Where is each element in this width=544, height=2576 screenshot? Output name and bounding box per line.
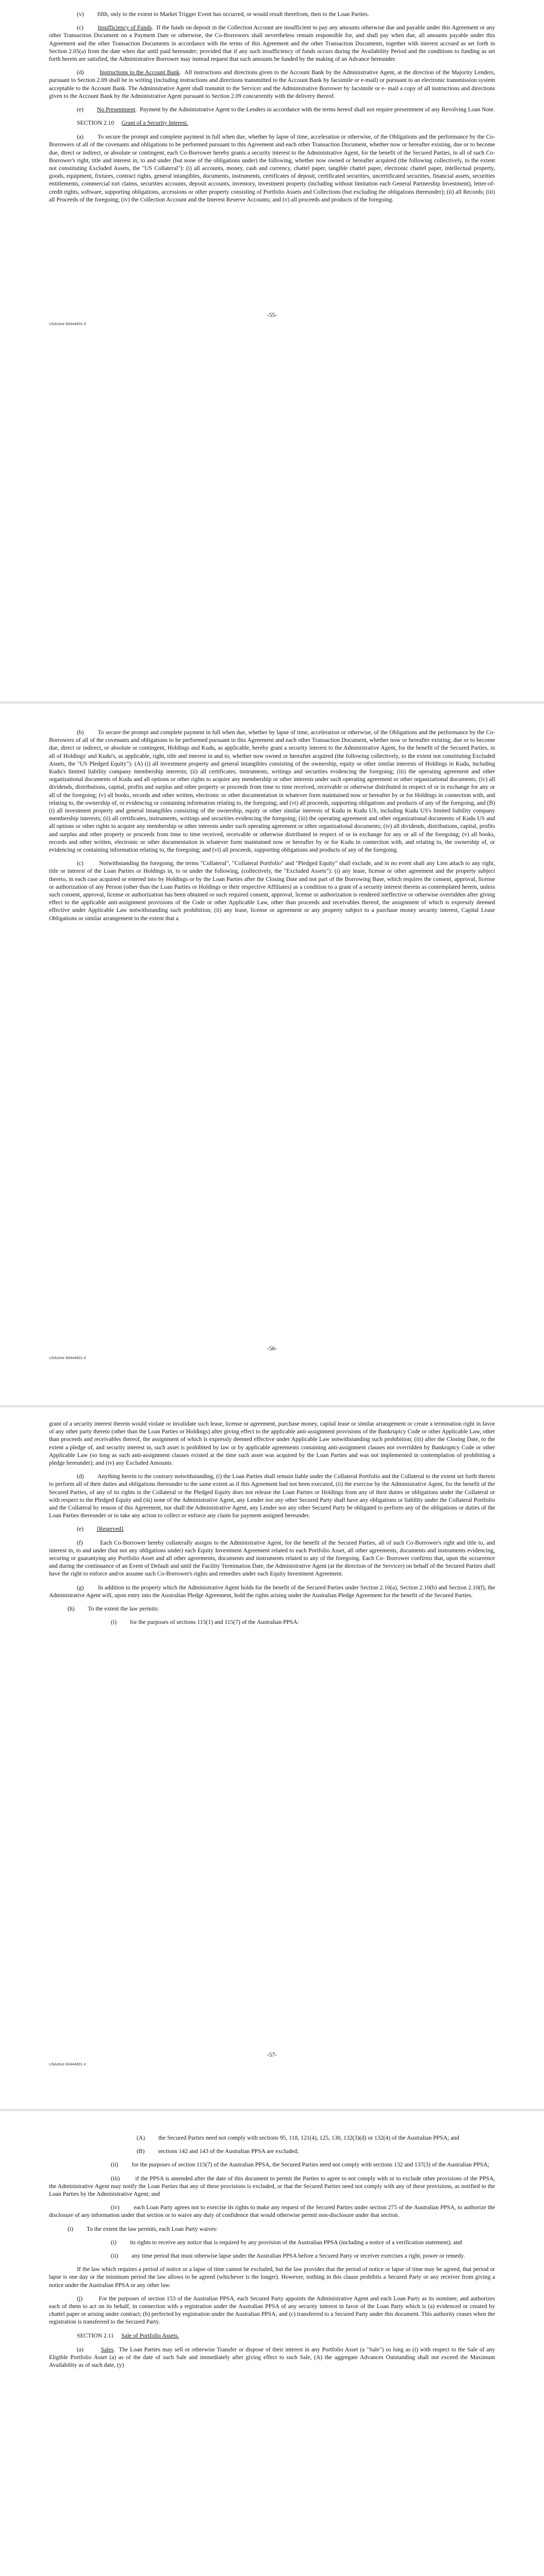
clause-text: If the funds on deposit in the Collection Account are insufficient to pay any amounts otherwise due and payable under this Agreement or any other Transaction Document on a Payment Date or otherwise, the Co-Borrowers shall nevertheless remain responsible for, and shall pay when due, all amounts payable under this Agreement and the other Transaction Documents in accordance with the terms of this Agreement and the other Transaction Documents, together with interest accrued as set forth in Section 2.05(a) from the date when due until paid hereunder; provided that if any such insufficiency of funds occurs during the Availability Period and the conditions to funding as set forth herein are satisfied, the Administrative Borrower may instead request that such amounts be funded by the making of an Advance hereunder. bbox=[49, 24, 495, 63]
no-presentment-paragraph: (e) No Presentment. Payment by the Administrative Agent to the Lenders in accordance with the terms hereof shall not require presentment of any Revolving Loan Note. bbox=[77, 106, 495, 113]
clause-text: All instructions and directions given to the Account Bank by the Administrative Agent, at the direction of the Majority Lenders, pursuant to Section 2.09 shall be in writing (including instructions and directions transmitted to the Account Bank by facsimile or e-mail) or pursuant to an electronic transmission system acceptable to the Account Bank. The Administrative Agent shall transmit to the Servicer and the Administrative Borrower by facsimile or e- mail a copy of all instructions and directions given to the Account Bank by the Administrative Agent pursuant to Section 2.09 concurrently with the delivery thereof. bbox=[49, 69, 495, 99]
clause-title: Instructions to the Account Bank bbox=[100, 69, 180, 76]
clause-text: for the purposes of sections 115(1) and 115(7) of the Australian PPSA: bbox=[130, 1619, 299, 1626]
clause-label: (a) bbox=[77, 2346, 84, 2353]
clause-label: (a) bbox=[77, 133, 84, 141]
page-56 bbox=[0, 704, 544, 1405]
clause-text: grant of a security interest therein would violate or invalidate such lease, license or agreement, purchase money, capital lease or similar arrangement or create a termination right in favor of any other party thereto (other than the Loan Parties or Holdings) after giving effect to the applicable anti-assignment provisions of the Bankruptcy Code or other Applicable Law, other than proceeds and receivables thereof, the assignment of which is expressly deemed effective under Applicable Law notwithstanding such prohibition; (iii) after the Closing Date, to the extent a pledge of, and security interest in, such asset is prohibited by law or by applicable agreements containing anti-assignment clauses not overridden by Bankruptcy Code or other Applicable Law (so long as such anti-assignment clauses existed at the time such asset was acquired by the Loan Parties and was not implemented in contemplation of prohibiting a pledge hereunder); and (iv) any Excluded Amounts. bbox=[49, 1420, 495, 1467]
clause-label: (ii) bbox=[111, 2161, 119, 2168]
clause-text: fifth, only to the extent to Market Trigger Event has occurred, or would result therefrom, then to the Loan Parties. bbox=[97, 11, 369, 18]
australian-pledge-paragraph bbox=[49, 1584, 495, 1599]
ppsa-115-paragraph bbox=[49, 1618, 495, 1626]
section-title: Grant of a Security Interest. bbox=[121, 120, 188, 127]
section-number: SECTION 2.10 bbox=[77, 120, 114, 127]
clause-text: Each Co-Borrower hereby collaterally assigns to the Administrative Agent, for the benefit of the Secured Parties, all of such Co-Borrower's right and title to, and interest in, to and under (but not any obligations under) each Equity Investment Agreement related to each Portfolio Asset, all other agreements, documents and instruments evidencing, securing or guarantying any Portfolio Asset and all other agreements, documents and instruments related to any of the foregoing. Each Co- Borrower confirms that, upon the occurrence and during the continuance of an Event of Default and until the Facility Termination Date, the Administrative Agent (at the direction of the Servicer) on behalf of the Secured Parties shall have the right to enforce and/or assume such Co-Borrower's rights and remedies under each Equity Investment Agreement. bbox=[49, 1539, 495, 1578]
clause-text: if the PPSA is amended after the date of this document to permit the Parties to agree to not comply with or to exclude other provisions of the PPSA, the Administrative Agent may notify the Loan Parties that any of these provisions is excluded, or that the Secured Parties need not comply with any of these provisions, as notified to the Loan Parties by the Administrative Agent; and bbox=[49, 2175, 495, 2198]
clause-label: (iv) bbox=[111, 2204, 120, 2211]
clause-label: (e) bbox=[77, 106, 84, 113]
waiver-ii-paragraph bbox=[49, 2252, 495, 2260]
ppsa-iii-paragraph bbox=[49, 2175, 495, 2198]
grant-security-interest-a-paragraph bbox=[49, 133, 495, 204]
clause-label: (c) bbox=[77, 860, 84, 867]
clause-text: To the extent the law permits, each Loan Party waives: bbox=[86, 2225, 218, 2232]
page-55 bbox=[0, 0, 544, 701]
clause-label: (e) bbox=[77, 1526, 84, 1533]
instructions-account-bank-paragraph: (d) Instructions to the Account Bank. All instructions and directions given to the Account Bank by the Administrative Agent, at the direction of the Majority Lenders, pursuant to Section 2.09 shall be in writing (including instructions and directions transmitted to the Account Bank by facsimile or e-mail) or pursuant to an electronic transmission system acceptable to the Account Bank. The Administrative Agent shall transmit to the Servicer and the Administrative Borrower by facsimile or e- mail a copy of all instructions and directions given to the Account Bank by the Administrative Agent pursuant to Section 2.09 concurrently with the delivery thereof. bbox=[49, 69, 495, 99]
clause-text: Notwithstanding the foregoing, the terms "Collateral", "Collateral Portfolio" and "Pledged Equity" shall exclude, and in no event shall any Lien attach to any right, title or interest of the Loan Parties or Holdings in, to or under the following, (collectively, the "Excluded Assets"): (i) any lease, license or other agreement and the property subject thereto, in each case acquired or entered into by Holdings or by the Loan Parties after the Closing Date and not part of the Borrowing Base, which requires the consent, approval, license or authorization of any Person (other than the Loan Parties or Holdings or their respective Affiliates) as a condition to a grant of a security interest therein as contemplated herein, unless such consent, approval, license or authorization has been obtained or such required consent, approval, license or authorization is rendered ineffective or otherwise overridden after giving effect to the applicable anti-assignment provisions of the Code or other Applicable Law, other than proceeds and receivables thereof, the assignment of which is expressly deemed effective under Applicable Law notwithstanding such prohibition; (ii) any lease, license or agreement or any property subject to a purchase money security interest, Capital Lease Obligations or similar arrangement to the extent that a bbox=[49, 860, 496, 922]
clause-text: To secure the prompt and complete payment in full when due, whether by lapse of time, acceleration or otherwise, of the Obligations and the performance by the Co-Borrowers of all of the covenants and obligations to be performed pursuant to this Agreement and each other Transaction Document, whether now or hereafter existing, due or to become due, direct or indirect, or absolute or contingent, Holdings and Kudu, as applicable, hereby grant a security interest to the Administrative Agent, for the benefit of the Secured Parties, in all of Holdings' and Kudu's, as applicable, right, title and interest in and to, whether now owned or hereafter acquired (the following collectively, to the extent not constituting Excluded Assets, the "US Pledged Equity"): (A) (i) all investment property and general intangibles consisting of the ownership, equity or other similar interests of Holdings in Kudu, including Kudu's limited liability company membership interests; (ii) all certificates, instruments, writings and securities evidencing the foregoing; (iii) the operating agreement and other organizational documents of Kudu and all options or other rights to acquire any membership or other interests under such operating agreement or other organizational documents; (iv) all dividends, distributions, capital, profits and surplus and other property or proceeds from time to time received, receivable or otherwise distributed in respect of or in exchange for any or all of the foregoing; (v) all books, records and other written, electronic or other documentation in whatever form maintained now or hereafter by or for Holdings in connection with, and relating to, the ownership of, or evidencing or containing information relating to, the foregoing; and (vi) all proceeds, supporting obligations and products of any of the foregoing, and (B) (i) all investment property and general intangibles consisting of the ownership, equity or other similar interests of Kudu in Kudu US, including Kudu US's limited liability company membership interests; (ii) all certificates, instruments, writings and securities evidencing the foregoing; (iii) the operating agreement and other organizational documents of Kudu US and all options or other rights to acquire any membership or other interests under such operating agreement or other organizational documents; (iv) all dividends, distributions, capital, profits and surplus and other property or proceeds from time to time received, receivable or otherwise distributed in respect of or in exchange for any or all of the foregoing; (v) all books, records and other written, electronic or other documentation in whatever form maintained now or hereafter by or for Kudu in connection with, and relating to, the ownership of, or evidencing or containing information relating to, the foregoing; and (vi) all proceeds, supporting obligations and products of any of the foregoing. bbox=[49, 729, 495, 854]
page-number: -57- bbox=[267, 2052, 277, 2058]
clause-title: Insufficiency of Funds bbox=[97, 24, 152, 31]
clause-title: [Reserved] bbox=[96, 1526, 123, 1533]
section-title: Sale of Portfolio Assets. bbox=[121, 2332, 179, 2339]
clause-label: (ii) bbox=[111, 2252, 119, 2260]
sales-paragraph: (a) Sales. The Loan Parties may sell or otherwise Transfer or dispose of their interest in any Portfolio Asset (a "Sale") so long as (i) with respect to the Sale of any Eligible Portfolio Asset (a) as of the date of such Sale and immediately after giving effect to such Sale, (A) the aggregate Advances Outstanding shall not exceed the Maximum Availability as of such date, (y) bbox=[49, 2346, 495, 2369]
clause-text: In addition to the property which the Administrative Agent holds for the benefit of the Secured Parties under Section 2.10(a), Section 2.10(b) and Section 2.10(f), the Administrative Agent will, upon entry into the Australian Pledge Agreement, hold the rights arising under the Australian Pledge Agreement for the benefit of the Secured Parties. bbox=[49, 1584, 495, 1599]
clause-text: sections 142 and 143 of the Australian PPSA are excluded; bbox=[158, 2148, 299, 2155]
clause-text: any time period that must otherwise lapse under the Australian PPSA before a Secured Party or receiver exercises a right, power or remedy. bbox=[131, 2252, 465, 2260]
page-57 bbox=[0, 1408, 544, 2109]
clause-text: its rights to receive any notice that is required by any provision of the Australian PPSA (including a notice of a verification statement); and bbox=[130, 2239, 462, 2246]
clause-label: (h) bbox=[68, 1605, 75, 1613]
clause-b-ppsa-paragraph bbox=[49, 2147, 495, 2155]
clause-label: (v) bbox=[77, 11, 84, 18]
nominee-paragraph bbox=[49, 2295, 495, 2326]
clause-label: (f) bbox=[77, 1539, 83, 1546]
section-number: SECTION 2.11 bbox=[77, 2332, 114, 2339]
clause-label: (d) bbox=[77, 1473, 84, 1480]
insufficiency-of-funds-paragraph: (c) Insufficiency of Funds. If the funds on deposit in the Collection Account are insufficient to pay any amounts otherwise due and payable under this Agreement or any other Transaction Document on a Payment Date or otherwise, the Co-Borrowers shall nevertheless remain responsible for, and shall pay when due, all amounts payable under this Agreement and the other Transaction Documents in accordance with the terms of this Agreement and the other Transaction Documents, together with interest accrued as set forth in Section 2.05(a) from the date when due until paid hereunder; provided that if any such insufficiency of funds occurs during the Availability Period and the conditions to funding as set forth herein are satisfied, the Administrative Borrower may instead request that such amounts be funded by the making of an Advance hereunder. bbox=[49, 24, 495, 63]
clause-title: Sales bbox=[101, 2346, 114, 2353]
clause-label: (i) bbox=[111, 1619, 117, 1626]
clause-text: Payment by the Administrative Agent to the Lenders in accordance with the terms hereof shall not require presentment of any Revolving Loan Note. bbox=[140, 106, 495, 113]
clause-label: (d) bbox=[77, 69, 84, 76]
clause-title: No Presentment bbox=[96, 106, 136, 113]
reserved-paragraph: (e) [Reserved]. bbox=[77, 1526, 125, 1533]
clause-label: (B) bbox=[137, 2148, 145, 2155]
loan-parties-liability-paragraph bbox=[49, 1472, 495, 1519]
page-58 bbox=[0, 2111, 544, 2576]
clause-label: (A) bbox=[137, 2134, 145, 2141]
clause-label: (g) bbox=[77, 1584, 84, 1591]
footer-code: USActive 60444801.4 bbox=[49, 1355, 86, 1360]
clause-text: The Loan Parties may sell or otherwise Transfer or dispose of their interest in any Portfolio Asset (a "Sale") so long as (i) with respect to the Sale of any Eligible Portfolio Asset (a) as of the date of such Sale and immediately after giving effect to such Sale, (A) the aggregate Advances Outstanding shall not exceed the Maximum Availability as of such date, (y) bbox=[49, 2346, 495, 2369]
waiver-intro-paragraph bbox=[49, 2225, 495, 2233]
footer-code: USActive 60444801.4 bbox=[49, 2062, 86, 2066]
clause-text: each Loan Party agrees not to exercise its rights to make any request of the Secured Parties under section 275 of the Australian PPSA, to authorize the disclosure of any information under that section or to waive any duty of confidence that would otherwise permit non-disclosure under that section. bbox=[49, 2204, 495, 2219]
page-number: -55- bbox=[267, 312, 277, 318]
clause-label: (iii) bbox=[111, 2175, 120, 2182]
page-number: -56- bbox=[267, 1345, 277, 1352]
clause-label: (i) bbox=[111, 2239, 117, 2246]
clause-a-ppsa-paragraph bbox=[49, 2134, 495, 2142]
collateral-assignment-paragraph bbox=[49, 1539, 495, 1578]
clause-text: For the purposes of section 153 of the Australian PPSA, each Secured Party appoints the Administrative Agent and each Loan Party as its nominee, and authorizes each of them to act on its behalf, in connection with a registration under the Australian PPSA of any security interest in favor of the Loan Party which is (a) evidenced or created by chattel paper or arising under contract; (b) perfected by registration under the Australian PPSA; and (c) transferred to a Secured Party under this document. This authority ceases when the registration is transferred to the Secured Party. bbox=[49, 2295, 495, 2326]
law-permits-paragraph bbox=[49, 1605, 495, 1613]
clause-v-paragraph bbox=[49, 10, 495, 18]
notice-period-paragraph bbox=[49, 2265, 495, 2289]
section-2-10-heading bbox=[49, 119, 495, 127]
clause-text: for the purposes of section 115(7) of the Australian PPSA, the Secured Parties need not comply with sections 132 and 137(3) of the Australian PPSA; bbox=[131, 2161, 489, 2168]
ppsa-ii-paragraph bbox=[49, 2161, 495, 2168]
clause-label: (j) bbox=[77, 2295, 83, 2302]
ppsa-iv-paragraph bbox=[49, 2204, 495, 2219]
clause-text: To the extent the law permits: bbox=[88, 1605, 159, 1613]
grant-security-interest-b-paragraph bbox=[49, 728, 495, 854]
clause-text: If the law which requires a period of notice or a lapse of time cannot be excluded, but the law provides that the period of notice or lapse of time may be agreed, that period or lapse is one day or the minimum period the law allows to be agreed (whichever is the longer). However, nothing in this clause prohibits a Secured Party or any receiver from giving a notice under the Australian PPSA or any other law. bbox=[49, 2266, 495, 2289]
excluded-assets-paragraph bbox=[49, 859, 495, 922]
clause-label: (b) bbox=[77, 729, 84, 736]
continuation-paragraph bbox=[49, 1420, 495, 1467]
clause-label: (i) bbox=[68, 2225, 73, 2232]
clause-label: (c) bbox=[77, 24, 84, 31]
clause-text: Anything herein to the contrary notwithstanding, (i) the Loan Parties shall remain liable under the Collateral Portfolio and the Collateral to the extent set forth therein to perform all of their duties and obligations thereunder to the same extent as if this Agreement had not been executed, (ii) the exercise by the Administrative Agent, for the benefit of the Secured Parties, of any of its rights in the Collateral or the Pledged Equity does not release the Loan Parties or Holdings from any of their duties or obligations under the Collateral or with respect to the Pledged Equity and (iii) none of the Administrative Agent, any Lender nor any other Secured Party shall have any obligations or liability under the Collateral Portfolio and the Collateral by reason of this Agreement, nor shall the Administrative Agent, any Lender nor any other Secured Party be obligated to perform any of the obligations or duties of the Loan Parties thereunder or to take any action to collect or enforce any claim for payment assigned hereunder. bbox=[49, 1473, 495, 1519]
section-2-11-heading bbox=[49, 2332, 495, 2340]
clause-text: the Secured Parties need not comply with sections 95, 118, 121(4), 125, 130, 132(3)(d) or 132(4) of the Australian PPSA; and bbox=[158, 2134, 459, 2141]
clause-text: To secure the prompt and complete payment in full when due, whether by lapse of time, acceleration or otherwise, of the Obligations and the performance by the Co-Borrowers of all of the covenants and obligations to be performed pursuant to this Agreement and each other Transaction Document, whether now or hereafter existing, due or to become due, direct or indirect, or absolute or contingent, each Co-Borrower hereby grants a security interest to the Administrative Agent, for the benefit of the Secured Parties, in all of such Co-Borrower's right, title and interest in, to and under (but none of the obligations under) the following, whether now owned or hereafter acquired (the following collectively, to the extent not constituting Excluded Assets, the "US Collateral"): (i) all accounts, money, cash and currency, chattel paper, tangible chattel paper, electronic chattel paper, intellectual property, goods, equipment, fixtures, contract rights, general intangibles, documents, instruments, certificates of deposit, certificated securities, uncertificated securities, financial assets, securities entitlements, commercial tort claims, securities accounts, deposit accounts, inventory, investment property (including without limitation each General Partnership Investment), letter-of-credit rights, software, supporting obligations, accessions or other property consisting of Portfolio Assets and Collections (but excluding the obligations thereunder); (ii) all Records; (iii) all Proceeds of the foregoing; (iv) the Collection Account and the Interest Reserve Accounts; and (v) all proceeds and products of the foregoing. bbox=[49, 133, 495, 203]
footer-code: USActive 60444801.4 bbox=[49, 321, 86, 326]
waiver-i-paragraph bbox=[49, 2239, 495, 2246]
